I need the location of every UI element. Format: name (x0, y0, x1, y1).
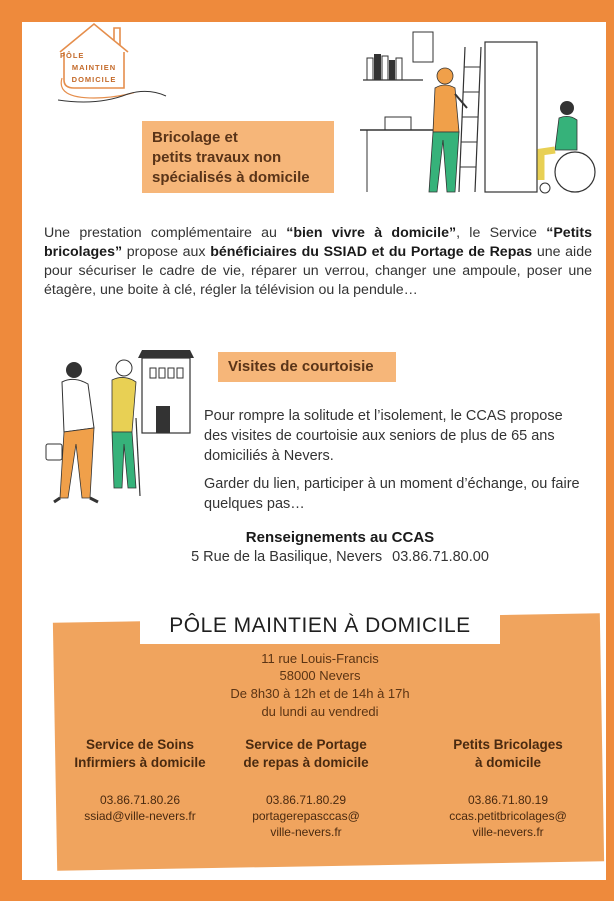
logo-line-2: MAINTIEN (71, 63, 117, 72)
bricolage-bold-1: “bien vivre à domicile” (286, 225, 457, 241)
pole-title: PÔLE MAINTIEN À DOMICILE (140, 608, 500, 644)
logo-line-3: DOMICILE (71, 75, 117, 84)
visites-text-2: Garder du lien, participer à un moment d’échange, ou faire quelques pas… (204, 476, 580, 512)
service-ssiad-title-1: Service de Soins (85, 737, 195, 752)
bricolage-text-2: , le Service (456, 225, 547, 241)
service-bricolage-email-1[interactable]: ccas.petitbricolages@ (449, 809, 567, 823)
bricolage-bold-3: bénéficiaires du SSIAD et du Portage de Repas (210, 244, 533, 260)
service-bricolage-phone[interactable]: 03.86.71.80.19 (467, 793, 549, 807)
service-portage-title-1: Service de Portage (245, 737, 367, 752)
bricolage-tag-line-3: spécialisés à domicile (152, 169, 310, 186)
logo-swoosh-icon (58, 86, 168, 116)
service-bricolage-title-1: Petits Bricolages (453, 737, 563, 752)
visites-tag (218, 352, 396, 382)
service-portage-email-2[interactable]: ville-nevers.fr (270, 825, 342, 839)
pole-address-2: 58000 Nevers (279, 668, 361, 683)
visites-tag-label: Visites de courtoisie (228, 358, 374, 375)
bricolage-description (44, 224, 592, 300)
logo-line-1: PÔLE (60, 51, 85, 60)
ccas-phone[interactable]: 03.86.71.80.00 (392, 549, 489, 565)
visitors-illustration (32, 348, 202, 513)
visites-text-1: Pour rompre la solitude et l’isolement, le CCAS propose des visites de courtoisie aux seniors de plus de 65 ans domiciliés à Nevers. (204, 408, 563, 464)
bricolage-bold-2: “Petits bricolages” (44, 225, 592, 260)
service-ssiad-email[interactable]: ssiad@ville-nevers.fr (84, 809, 196, 823)
pole-hours: De 8h30 à 12h et de 14h à 17h (230, 686, 410, 701)
service-bricolage-title-2: à domicile (474, 755, 542, 770)
bricolage-tag-line-2: petits travaux non (152, 149, 282, 166)
handyman-illustration (355, 22, 605, 202)
service-portage (216, 736, 396, 840)
service-bricolage-email-2[interactable]: ville-nevers.fr (472, 825, 544, 839)
bricolage-text-4: une aide pour sécuriser le cadre de vie, réparer un verrou, changer une ampoule, poser une étagère, une boite à clé, régler la télévision ou la pendule… (44, 244, 592, 298)
bricolage-tag (142, 121, 334, 193)
service-portage-title-2: de repas à domicile (243, 755, 369, 770)
ccas-contact-title: Renseignements au CCAS (245, 529, 435, 546)
service-ssiad-phone[interactable]: 03.86.71.80.26 (99, 793, 181, 807)
visites-description (204, 406, 586, 514)
service-ssiad (50, 736, 230, 824)
bricolage-text-1: Une prestation complémentaire au (44, 225, 287, 241)
service-bricolage (418, 736, 598, 840)
ccas-address: 5 Rue de la Basilique, Nevers (191, 549, 383, 565)
pole-days: du lundi au vendredi (261, 704, 379, 719)
bricolage-tag-line-1: Bricolage et (152, 129, 238, 146)
bricolage-text-3: propose aux (122, 244, 211, 260)
service-portage-email-1[interactable]: portagerepasccas@ (252, 809, 360, 823)
service-ssiad-title-2: Infirmiers à domicile (74, 755, 206, 770)
service-portage-phone[interactable]: 03.86.71.80.29 (265, 793, 347, 807)
pole-address-1: 11 rue Louis-Francis (261, 651, 379, 666)
ccas-contact-line (110, 549, 570, 565)
